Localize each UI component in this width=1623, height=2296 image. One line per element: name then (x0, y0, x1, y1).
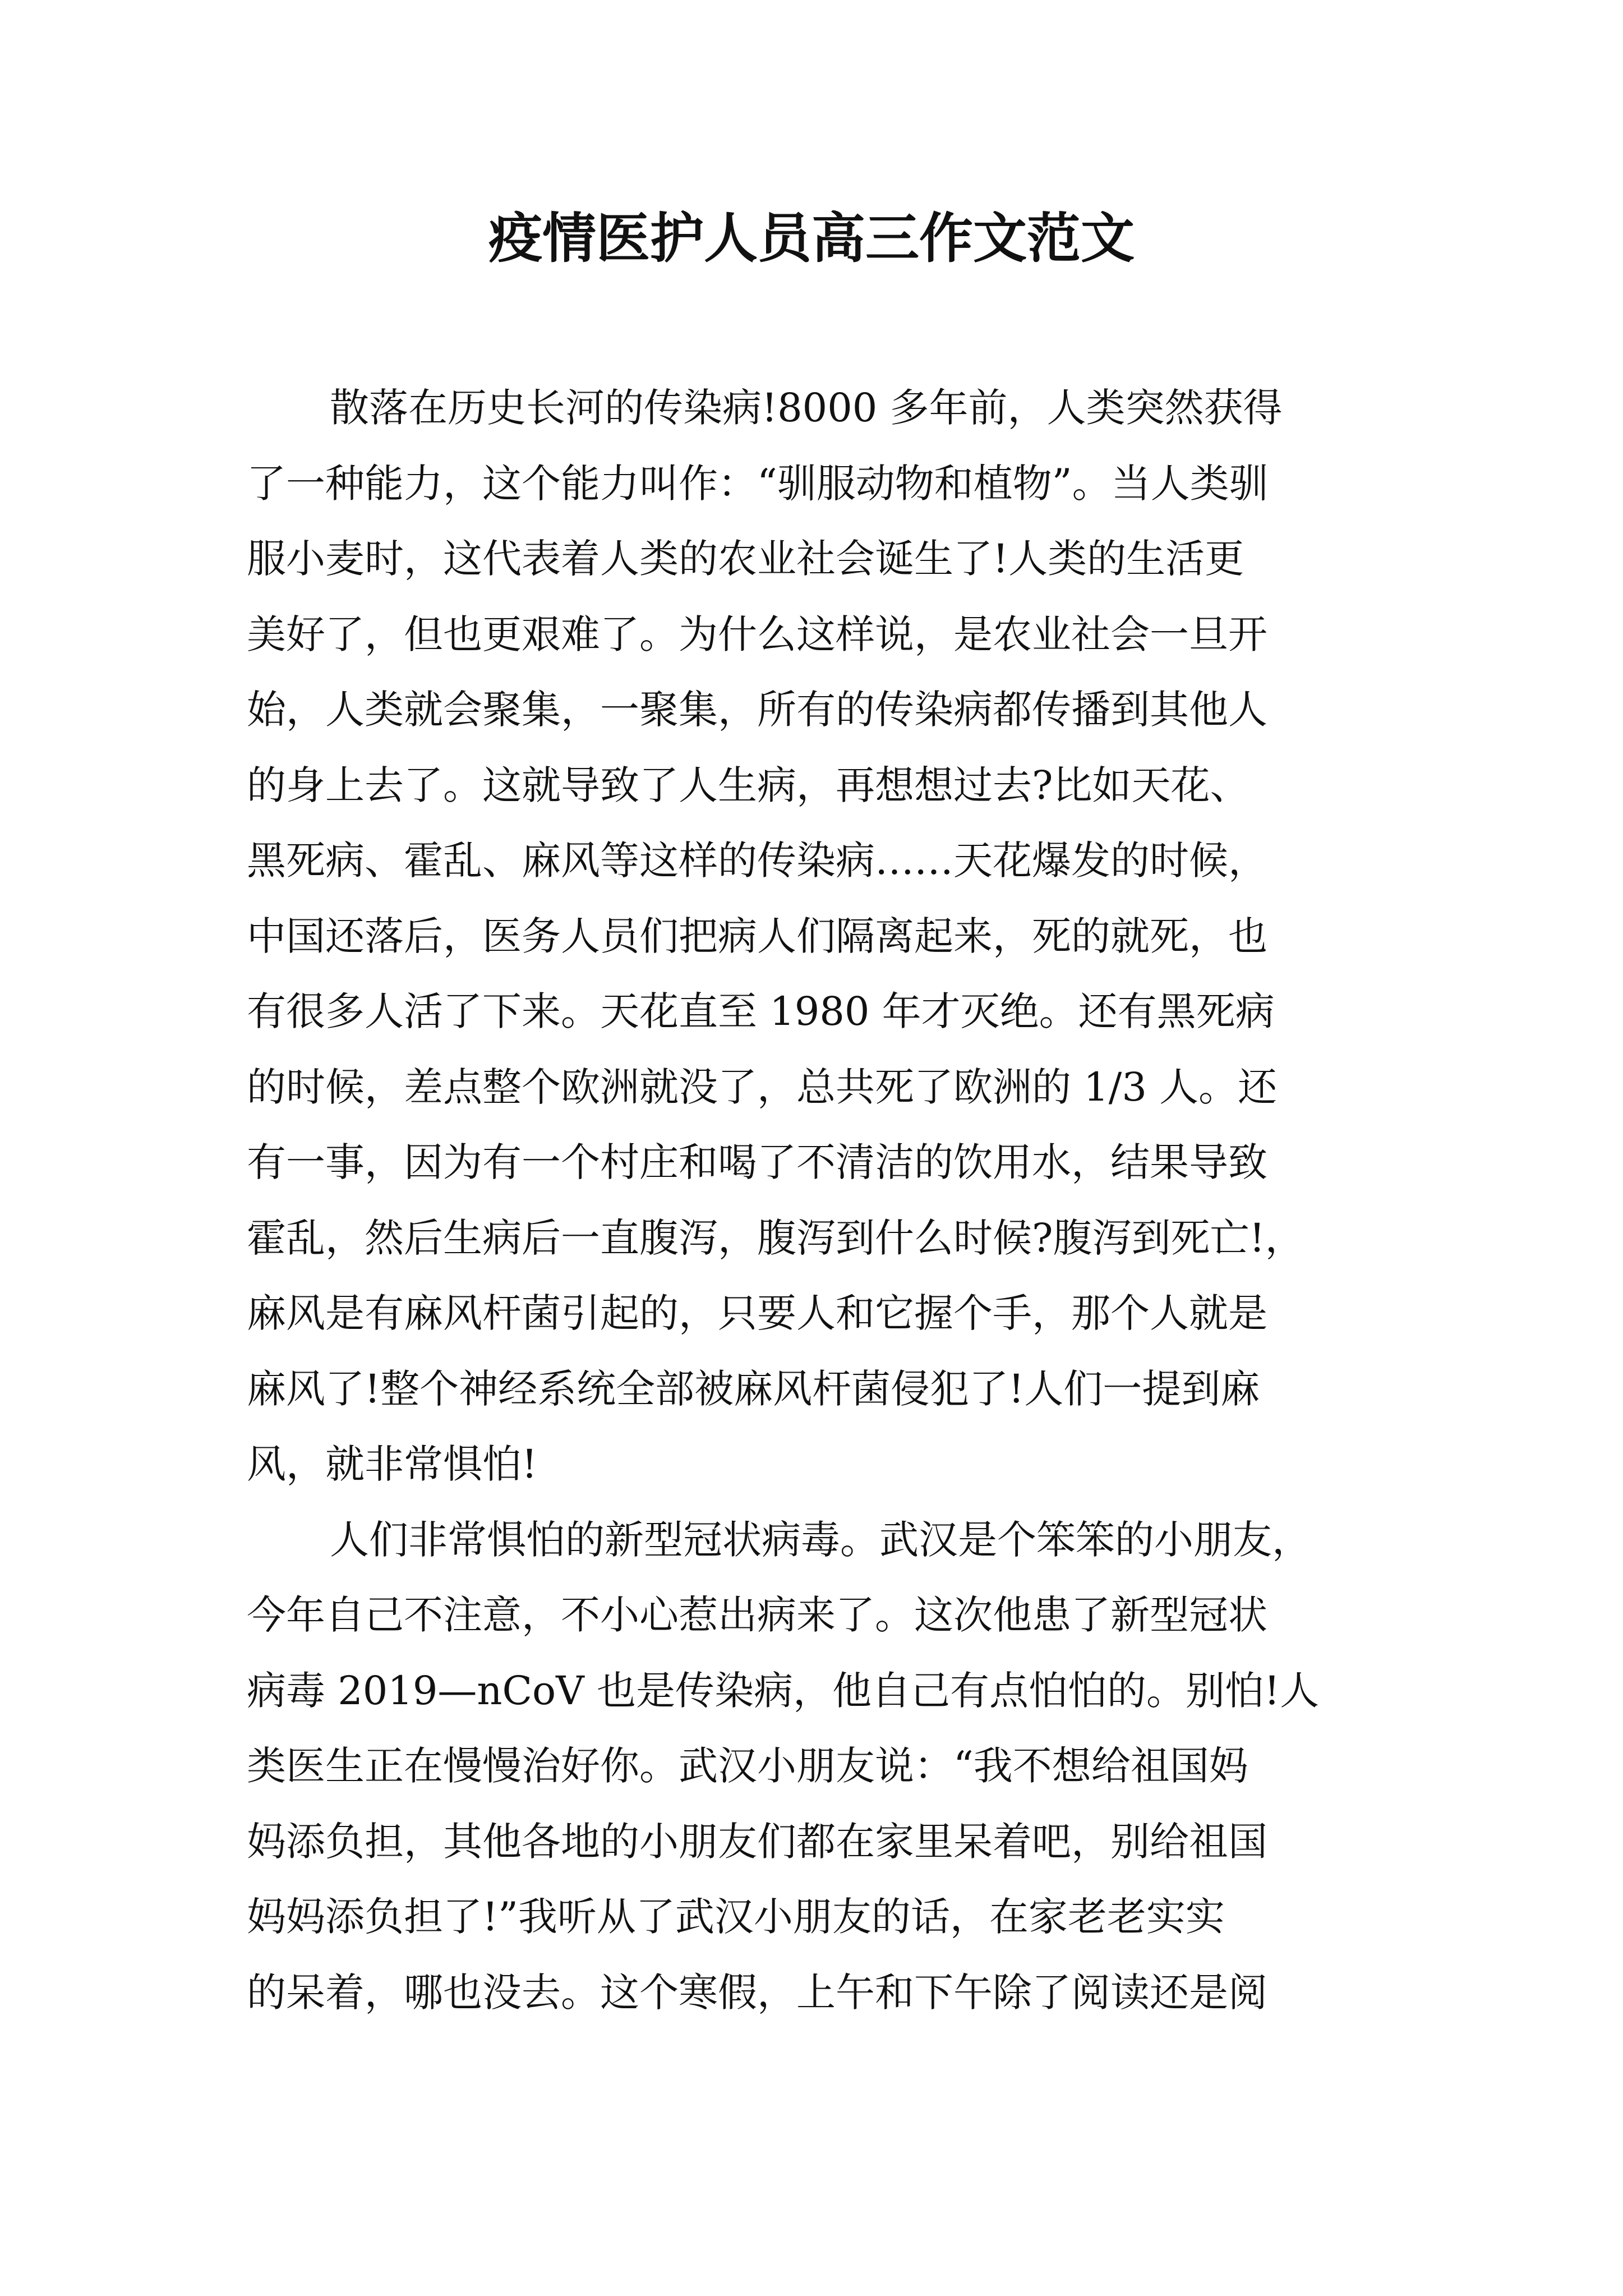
text-line: 霍乱，然后生病后一直腹泻，腹泻到什么时候?腹泻到死亡!， (247, 1214, 1304, 1261)
text-line: 今年自己不注意，不小心惹出病来了。这次他患了新型冠状 (247, 1592, 1267, 1638)
document-title: 疫情医护人员高三作文范文 (488, 207, 1135, 270)
text-line: 妈添负担，其他各地的小朋友们都在家里呆着吧，别给祖国 (247, 1818, 1267, 1865)
text-line: 了一种能力，这个能力叫作：“驯服动物和植物”。当人类驯 (247, 460, 1269, 507)
text-line: 中国还落后，医务人员们把病人们隔离起来，死的就死，也 (247, 913, 1267, 959)
text-line: 的呆着，哪也没去。这个寒假，上午和下午除了阅读还是阅 (247, 1969, 1267, 2016)
paragraph (247, 1502, 1385, 2031)
document-body (247, 370, 1385, 2030)
paragraph (247, 370, 1385, 1502)
text-line: 麻风是有麻风杆菌引起的，只要人和它握个手，那个人就是 (247, 1290, 1267, 1336)
text-line: 有一事，因为有一个村庄和喝了不清洁的饮用水，结果导致 (247, 1139, 1267, 1185)
text-line: 麻风了!整个神经系统全部被麻风杆菌侵犯了!人们一提到麻 (247, 1365, 1260, 1412)
text-line: 美好了，但也更艰难了。为什么这样说，是农业社会一旦开 (247, 611, 1267, 657)
text-line: 人们非常惧怕的新型冠状病毒。武汉是个笨笨的小朋友， (330, 1516, 1311, 1563)
text-line: 的时候，差点整个欧洲就没了，总共死了欧洲的 1/3 人。还 (247, 1064, 1278, 1110)
text-line: 黑死病、霍乱、麻风等这样的传染病……天花爆发的时候， (247, 838, 1267, 884)
text-line: 风，就非常惧怕! (247, 1441, 538, 1487)
text-line: 始，人类就会聚集，一聚集，所有的传染病都传播到其他人 (247, 687, 1267, 733)
text-line: 类医生正在慢慢治好你。武汉小朋友说：“我不想给祖国妈 (247, 1743, 1248, 1789)
text-line: 服小麦时，这代表着人类的农业社会诞生了!人类的生活更 (247, 536, 1244, 582)
text-line: 病毒 2019—nCoV 也是传染病，他自己有点怕怕的。别怕!人 (247, 1667, 1320, 1714)
text-line: 妈妈添负担了!”我听从了武汉小朋友的话，在家老老实实 (247, 1894, 1225, 1940)
text-line: 有很多人活了下来。天花直至 1980 年才灭绝。还有黑死病 (247, 988, 1275, 1034)
text-line: 的身上去了。这就导致了人生病，再想想过去?比如天花、 (247, 762, 1249, 808)
text-line: 散落在历史长河的传染病!8000 多年前，人类突然获得 (330, 385, 1283, 431)
